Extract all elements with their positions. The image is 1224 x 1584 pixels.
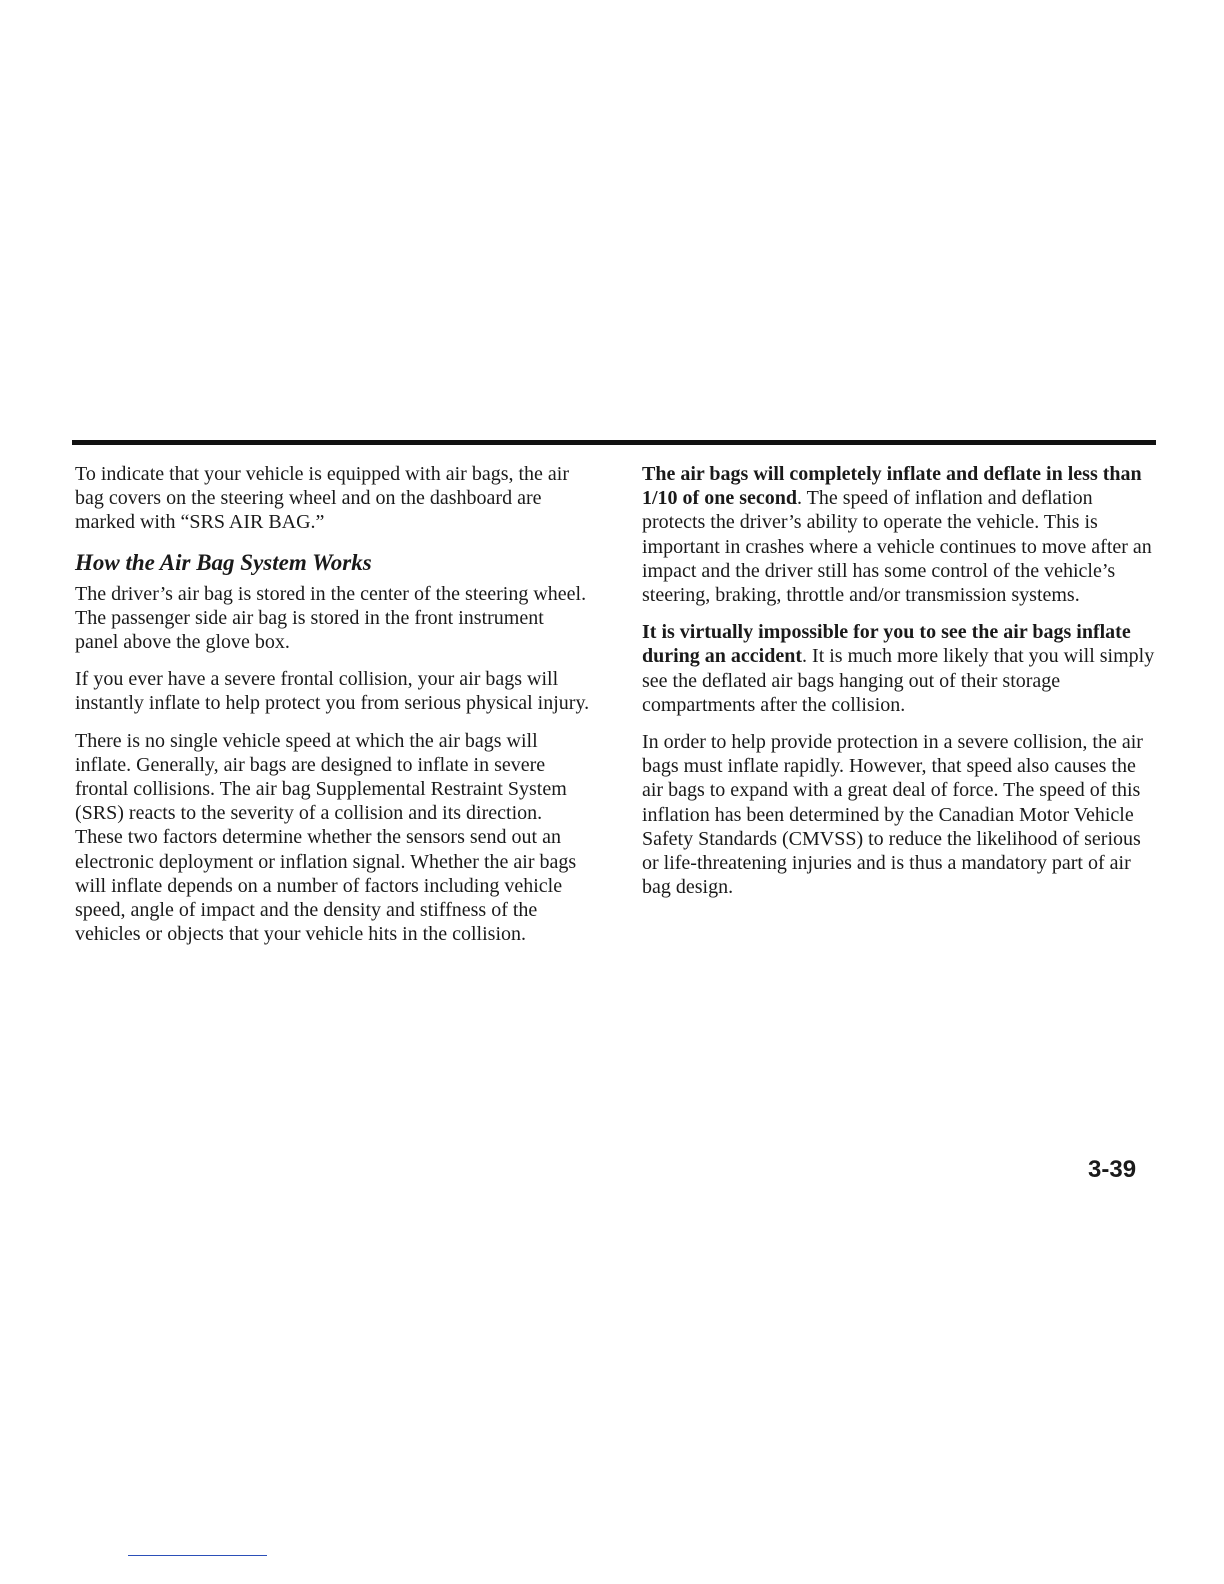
deployment-paragraph: There is no single vehicle speed at which the air bags will inflate. Generally, air bags are designed to inflate in severe frontal collisions. The air bag Supplemental Restraint System (SRS) reacts to the severity of a collision and its direction. These two factors determine whether the sensors send out an electronic deployment or inflation signal. Whether the air bags will inflate depends on a number of factors including vehicle speed, angle of impact and the density and stiffness of the vehicles or objects that your vehicle hits in the collision. (75, 729, 577, 946)
page-number: 3-39 (1088, 1156, 1137, 1183)
visibility-paragraph (642, 620, 1160, 717)
header-rule (72, 440, 1156, 445)
inflation-time-paragraph (642, 462, 1160, 607)
collision-paragraph: If you ever have a severe frontal collision, your air bags will instantly inflate to help protect you from serious physical injury. (75, 668, 590, 715)
inflation-time-emphasis: The air bags will completely inflate and deflate in less than 1/10 of one second (642, 463, 1142, 510)
storage-paragraph: The driver’s air bag is stored in the center of the steering wheel. The passenger side air bag is stored in the front instrument panel above the glove box. (75, 582, 587, 654)
intro-paragraph: To indicate that your vehicle is equipped with air bags, the air bag covers on the steering wheel and on the dashboard are marked with “SRS AIR BAG.” (75, 463, 570, 534)
right-column (642, 462, 1160, 912)
inflation-time-text: . The speed of inflation and deflation protects the driver’s ability to operate the vehicle. This is important in crashes where a vehicle continues to move after an impact and the driver still has some control of the vehicle’s steering, braking, throttle and/or transmission systems. (642, 487, 1152, 607)
force-paragraph: In order to help provide protection in a severe collision, the air bags must inflate rapidly. However, that speed also causes the air bags to expand with a great deal of force. The speed of this inflation has been determined by the Canadian Motor Vehicle Safety Standards (CMVSS) to reduce the likelihood of serious or life-threatening injuries and is thus a mandatory part of air bag design. (642, 731, 1143, 899)
footer-line (128, 1555, 267, 1556)
left-column (75, 462, 590, 959)
visibility-emphasis: It is virtually impossible for you to see the air bags inflate during an accident (642, 621, 1131, 668)
section-heading: How the Air Bag System Works (75, 549, 372, 575)
visibility-text: . It is much more likely that you will simply see the deflated air bags hanging out of their storage compartments after the collision. (642, 645, 1155, 716)
